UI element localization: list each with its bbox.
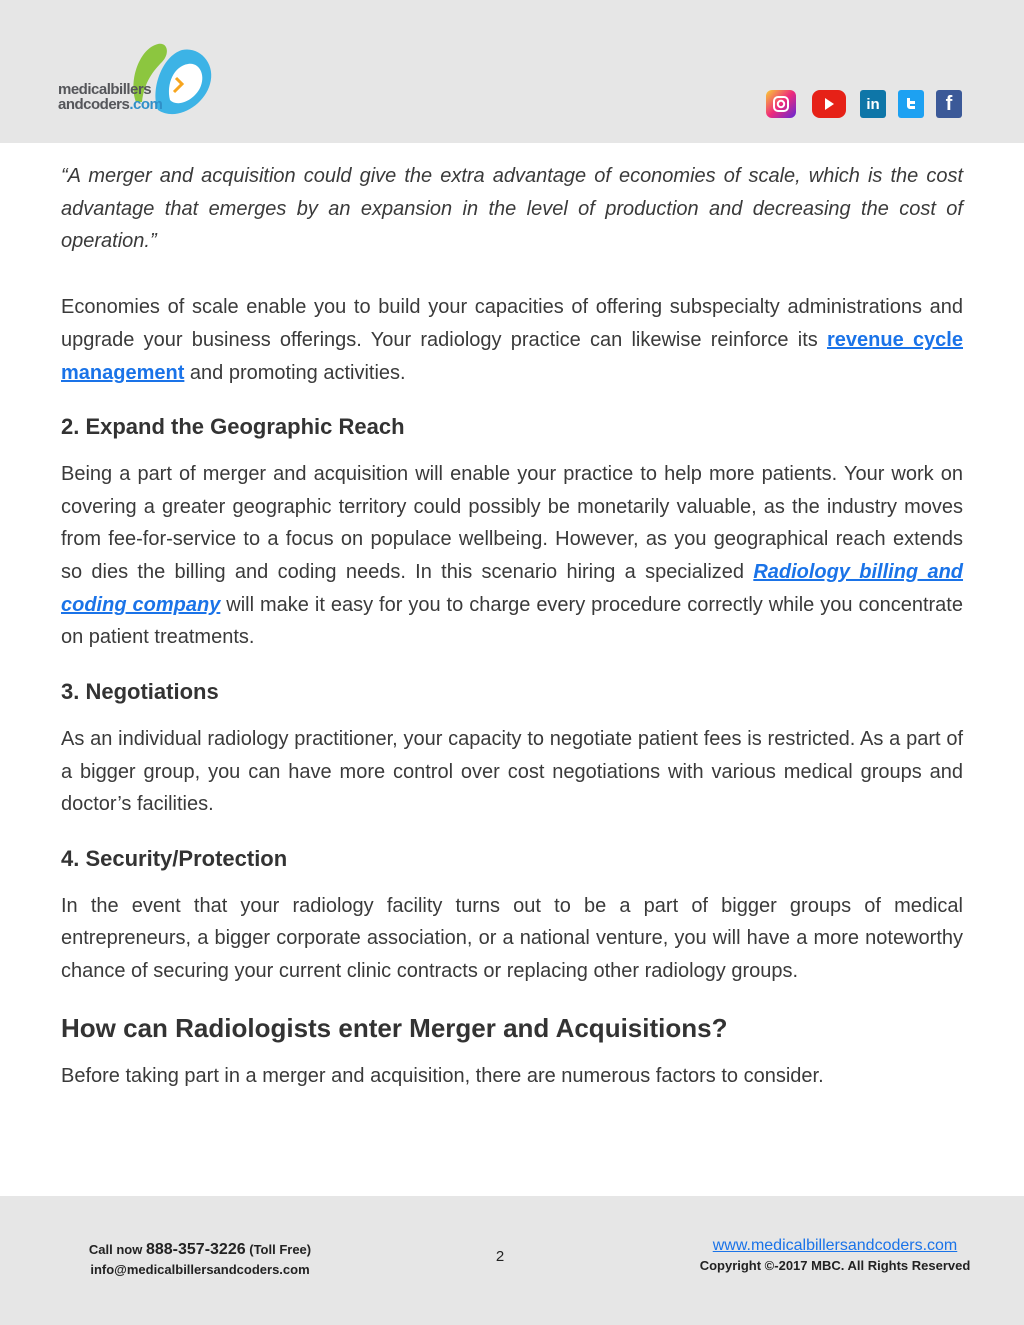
paragraph-text: Economies of scale enable you to build your capacities of offering subspecialty administrations and upgrade your business offerings. Your radiology practice can likewise reinforce its bbox=[61, 296, 963, 351]
company-logo[interactable] bbox=[58, 40, 218, 122]
facebook-glyph: f bbox=[945, 92, 953, 115]
footer-email[interactable]: info@medicalbillersandcoders.com bbox=[90, 1262, 310, 1277]
heading-geographic-reach: 2. Expand the Geographic Reach bbox=[61, 414, 405, 440]
call-label: Call now bbox=[88, 1242, 143, 1257]
linkedin-glyph: in bbox=[866, 95, 880, 113]
paragraph-geographic bbox=[61, 458, 963, 654]
paragraph-before: Before taking part in a merger and acquisition, there are numerous factors to consider. bbox=[61, 1065, 824, 1088]
toll-free-label: (Toll Free) bbox=[249, 1242, 312, 1257]
paragraph-security: In the event that your radiology facility turns out to be a part of bigger groups of medical entrepreneurs, a bigger corporate association, or a national venture, you will have a more noteworthy chance of securing your current clinic contracts or replacing other radiology groups. bbox=[61, 894, 963, 983]
radiology-billing-link[interactable]: Radiology billing and coding company bbox=[61, 561, 964, 616]
logo-suffix: .com bbox=[129, 96, 163, 113]
phone-number[interactable]: 888-357-3226 bbox=[145, 1241, 246, 1258]
paragraph-negotiations: As an individual radiology practitioner, your capacity to negotiate patient fees is restricted. As a part of a bigger group, you can have more control over cost negotiations with various medical groups and doctor’s facilities. bbox=[61, 727, 963, 816]
heading-negotiations: 3. Negotiations bbox=[61, 679, 219, 705]
paragraph-text: will make it easy for you to charge every procedure correctly while you concentrate on patient treatments. bbox=[61, 593, 963, 649]
footer-site-info bbox=[680, 1236, 990, 1276]
logo-line1: medicalbillers bbox=[58, 81, 152, 98]
heading-how-to-enter: How can Radiologists enter Merger and Acquisitions? bbox=[61, 1012, 728, 1043]
linkedin-icon[interactable] bbox=[860, 90, 886, 118]
copyright-text: Copyright ©-2017 MBC. All Rights Reserved bbox=[699, 1258, 971, 1273]
page-header bbox=[0, 0, 1024, 143]
youtube-icon[interactable] bbox=[812, 90, 846, 118]
paragraph-text: and promoting activities. bbox=[184, 361, 406, 384]
website-link[interactable]: www.medicalbillersandcoders.com bbox=[712, 1237, 958, 1254]
logo-wordmark bbox=[58, 82, 162, 112]
revenue-cycle-link[interactable]: revenue cycle management bbox=[61, 328, 963, 384]
facebook-icon[interactable] bbox=[936, 90, 962, 118]
footer-contact bbox=[60, 1240, 340, 1280]
paragraph-economies bbox=[61, 291, 963, 389]
heading-security: 4. Security/Protection bbox=[61, 845, 288, 871]
page-number: 2 bbox=[495, 1248, 505, 1265]
paragraph-text: Being a part of merger and acquisition will enable your practice to help more patients. Your work on covering a greater geographic territory could possibly be monetarily valuable, as the industry moves from fee-for-service to a focus on populace wellbeing. However, as you geographical reach extends so dies the billing and coding needs. In this scenario hiring a specialized bbox=[61, 462, 963, 584]
page-content bbox=[61, 160, 963, 1093]
logo-line2: andcoders bbox=[58, 96, 130, 113]
instagram-icon[interactable] bbox=[766, 90, 796, 118]
quote-paragraph: “A merger and acquisition could give the extra advantage of economies of scale, which is the cost advantage that emerges by an expansion in the level of production and decreasing the cost of operation.” bbox=[61, 165, 963, 253]
page-footer bbox=[0, 1196, 1024, 1325]
twitter-icon[interactable] bbox=[898, 90, 924, 118]
